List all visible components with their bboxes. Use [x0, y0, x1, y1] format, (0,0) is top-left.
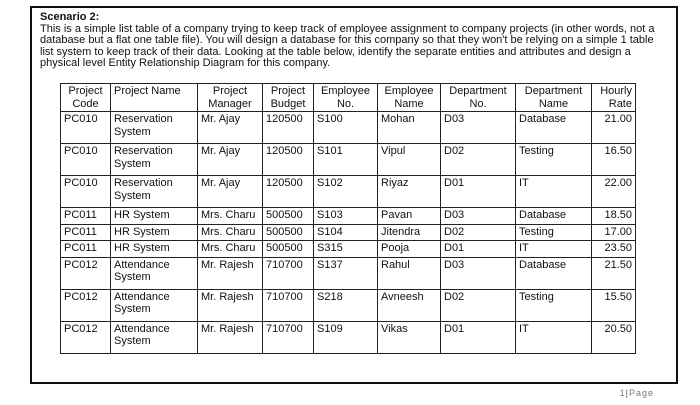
table-row — [61, 208, 636, 225]
column-header-project-budget — [263, 84, 314, 112]
cell-department-name: Testing — [516, 289, 592, 321]
table-row — [61, 176, 636, 208]
table-row — [61, 224, 636, 241]
cell-employee-no: S109 — [314, 321, 378, 353]
column-header-line: Name — [538, 97, 569, 110]
cell-project-code: PC012 — [61, 257, 111, 289]
cell-project-manager: Mrs. Charu — [198, 241, 263, 258]
cell-department-name: Database — [516, 257, 592, 289]
column-header-employee-no — [314, 84, 378, 112]
cell-employee-name: Pooja — [378, 241, 441, 258]
cell-project-name: Attendance System — [111, 289, 198, 321]
cell-hourly-rate: 22.00 — [592, 176, 636, 208]
cell-department-name: IT — [516, 321, 592, 353]
cell-hourly-rate: 16.50 — [592, 144, 636, 176]
cell-project-code: PC012 — [61, 321, 111, 353]
column-header-line: Project — [68, 85, 103, 97]
table-row — [61, 112, 636, 144]
cell-employee-name: Mohan — [378, 112, 441, 144]
column-header-project-name — [111, 84, 198, 112]
cell-project-code: PC011 — [61, 208, 111, 225]
cell-department-name: Database — [516, 112, 592, 144]
cell-employee-no: S100 — [314, 112, 378, 144]
employee-assignment-table — [60, 83, 636, 354]
cell-project-code: PC011 — [61, 241, 111, 258]
cell-project-code: PC010 — [61, 112, 111, 144]
cell-employee-no: S103 — [314, 208, 378, 225]
cell-project-code: PC011 — [61, 224, 111, 241]
cell-employee-no: S137 — [314, 257, 378, 289]
cell-project-code: PC010 — [61, 176, 111, 208]
column-header-line: No. — [469, 97, 487, 110]
table-row — [61, 257, 636, 289]
cell-employee-name: Avneesh — [378, 289, 441, 321]
cell-project-budget: 120500 — [263, 176, 314, 208]
cell-project-budget: 710700 — [263, 321, 314, 353]
cell-department-no: D03 — [441, 257, 516, 289]
cell-project-budget: 120500 — [263, 144, 314, 176]
cell-hourly-rate: 17.00 — [592, 224, 636, 241]
cell-project-manager: Mr. Rajesh — [198, 289, 263, 321]
column-header-line: Project — [212, 85, 248, 97]
cell-employee-name: Vikas — [378, 321, 441, 353]
cell-department-name: Database — [516, 208, 592, 225]
cell-department-no: D03 — [441, 112, 516, 144]
cell-department-name: Testing — [516, 144, 592, 176]
cell-hourly-rate: 21.00 — [592, 112, 636, 144]
cell-project-name: HR System — [111, 241, 198, 258]
scenario-block — [40, 12, 668, 70]
column-header-line: Budget — [270, 97, 306, 110]
column-header-line: Hourly — [600, 85, 632, 97]
cell-project-manager: Mr. Rajesh — [198, 257, 263, 289]
cell-project-manager: Mr. Ajay — [198, 144, 263, 176]
cell-department-no: D02 — [441, 144, 516, 176]
column-header-line: Rate — [608, 97, 632, 110]
cell-department-no: D01 — [441, 321, 516, 353]
cell-employee-name: Pavan — [378, 208, 441, 225]
cell-project-name: HR System — [111, 208, 198, 225]
cell-project-name: Reservation System — [111, 176, 198, 208]
cell-project-manager: Mr. Ajay — [198, 176, 263, 208]
column-header-project-code — [61, 84, 111, 112]
column-header-department-name — [516, 84, 592, 112]
scenario-description: This is a simple list table of a company trying to keep track of employee assignment to company projects (in other words, not a database but a flat one table file). You will design a database for this company so that they won't be relying on a simple 1 table list system to keep track of their data. Looking at the table below, identify the separate entities and attributes and design a physical level Entity Relationship Diagram for this company. — [40, 22, 655, 69]
cell-project-budget: 120500 — [263, 112, 314, 144]
column-header-line: No. — [336, 97, 355, 110]
table-row — [61, 241, 636, 258]
cell-employee-no: S101 — [314, 144, 378, 176]
column-header-line: Employee — [384, 85, 434, 97]
cell-project-manager: Mrs. Charu — [198, 224, 263, 241]
cell-employee-no: S102 — [314, 176, 378, 208]
cell-employee-name: Riyaz — [378, 176, 441, 208]
cell-employee-name: Vipul — [378, 144, 441, 176]
cell-department-no: D02 — [441, 224, 516, 241]
cell-project-budget: 500500 — [263, 224, 314, 241]
cell-hourly-rate: 23.50 — [592, 241, 636, 258]
page-label: Page — [628, 388, 654, 398]
page-number: 1 — [619, 388, 626, 398]
cell-employee-name: Jitendra — [378, 224, 441, 241]
column-header-line: Manager — [208, 97, 252, 110]
cell-project-manager: Mr. Rajesh — [198, 321, 263, 353]
cell-department-no: D02 — [441, 289, 516, 321]
cell-project-budget: 710700 — [263, 257, 314, 289]
cell-employee-name: Rahul — [378, 257, 441, 289]
cell-department-no: D03 — [441, 208, 516, 225]
cell-employee-no: S218 — [314, 289, 378, 321]
table-row — [61, 289, 636, 321]
cell-project-name: HR System — [111, 224, 198, 241]
cell-hourly-rate: 20.50 — [592, 321, 636, 353]
column-header-project-manager — [198, 84, 263, 112]
cell-department-no: D01 — [441, 176, 516, 208]
column-header-department-no — [441, 84, 516, 112]
cell-hourly-rate: 21.50 — [592, 257, 636, 289]
column-header-line: Department — [524, 85, 583, 97]
cell-employee-no: S104 — [314, 224, 378, 241]
cell-project-manager: Mr. Ajay — [198, 112, 263, 144]
cell-project-budget: 500500 — [263, 241, 314, 258]
cell-project-code: PC010 — [61, 144, 111, 176]
column-header-line: Employee — [321, 85, 370, 97]
cell-project-name: Attendance System — [111, 321, 198, 353]
table-row — [61, 321, 636, 353]
cell-project-name: Attendance System — [111, 257, 198, 289]
column-header-line: Department — [449, 85, 507, 97]
column-header-line: Project — [270, 85, 306, 97]
column-header-line: Name — [394, 97, 424, 110]
column-header-line: Project Name — [114, 85, 181, 97]
column-header-line: Code — [72, 97, 99, 110]
cell-department-name: IT — [516, 176, 592, 208]
scenario-title: Scenario 2: — [40, 11, 100, 23]
cell-project-name: Reservation System — [111, 144, 198, 176]
table-row — [61, 144, 636, 176]
column-header-employee-name — [378, 84, 441, 112]
column-header-hourly-rate — [592, 84, 636, 112]
cell-project-manager: Mrs. Charu — [198, 208, 263, 225]
footer-separator: | — [625, 388, 629, 398]
cell-project-name: Reservation System — [111, 112, 198, 144]
page-footer — [620, 388, 654, 398]
cell-project-budget: 710700 — [263, 289, 314, 321]
cell-employee-no: S315 — [314, 241, 378, 258]
cell-department-name: Testing — [516, 224, 592, 241]
cell-department-no: D01 — [441, 241, 516, 258]
cell-department-name: IT — [516, 241, 592, 258]
cell-project-code: PC012 — [61, 289, 111, 321]
cell-project-budget: 500500 — [263, 208, 314, 225]
table-header-row — [61, 84, 636, 112]
cell-hourly-rate: 15.50 — [592, 289, 636, 321]
cell-hourly-rate: 18.50 — [592, 208, 636, 225]
